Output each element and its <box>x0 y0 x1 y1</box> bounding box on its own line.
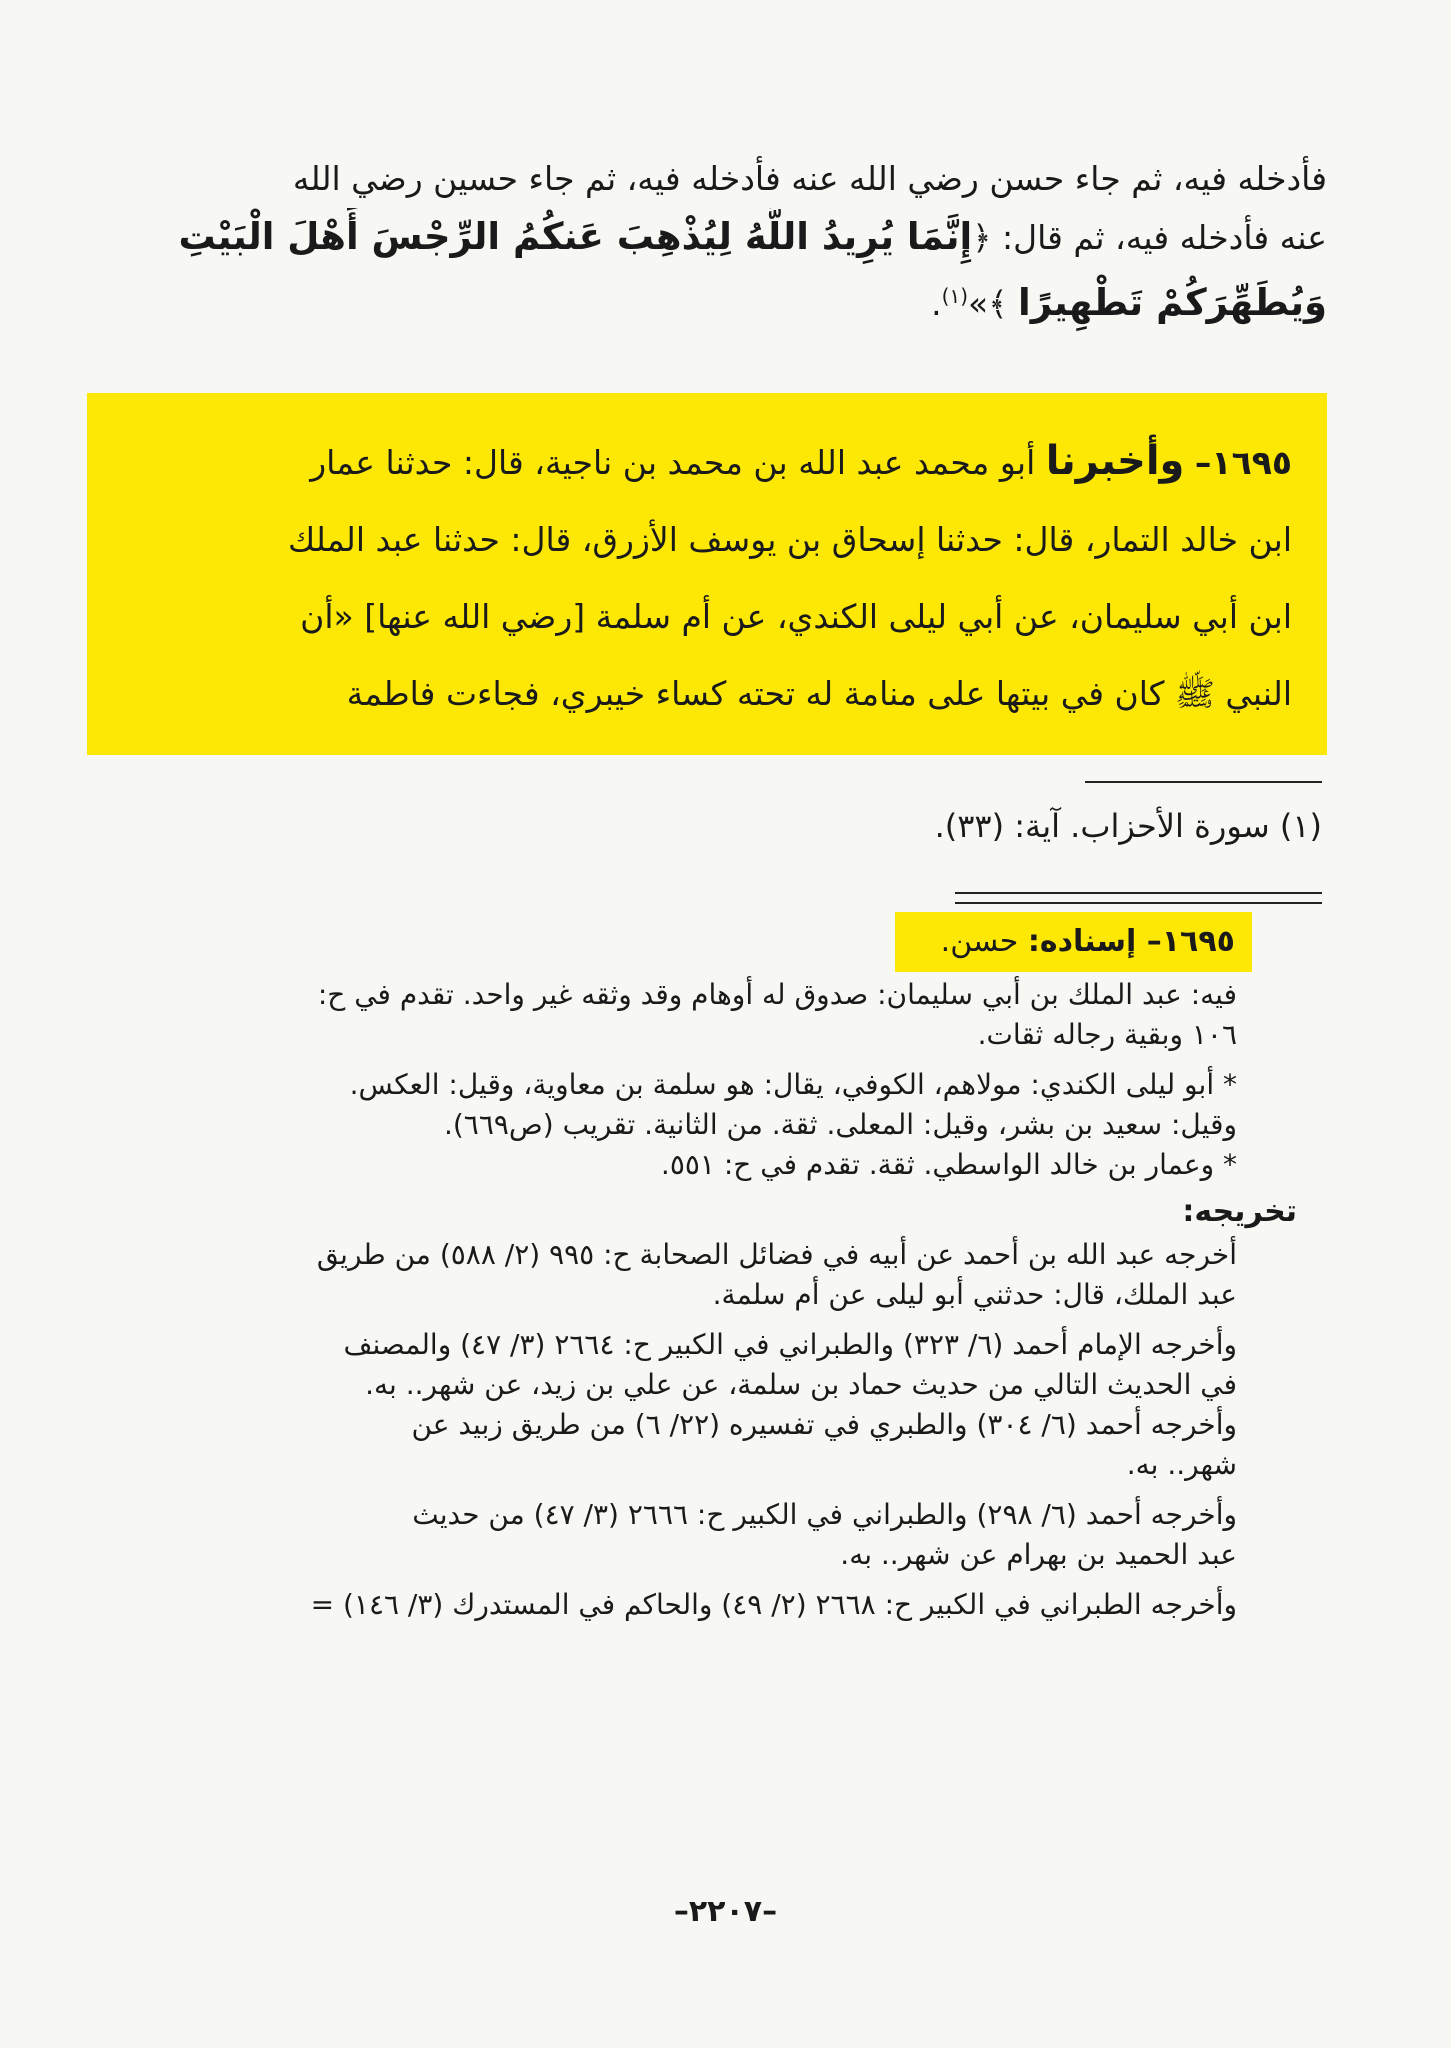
footnote-marker: (١) <box>941 284 968 308</box>
note-line: * وعمار بن خالد الواسطي. ثقة. تقدم في ح: ٥٥١. <box>660 1148 1237 1181</box>
commentary <box>132 975 1297 1625</box>
text-line: فأدخله فيه، ثم جاء حسن رضي الله عنه فأدخله فيه، ثم جاء حسين رضي الله <box>292 159 1327 198</box>
isnad-highlight <box>895 912 1252 972</box>
text-line <box>127 423 1292 501</box>
text-line <box>132 208 1327 267</box>
tahrij-line: وأخرجه أحمد (٦/ ٣٠٤) والطبري في تفسيره (٢٢/ ٦) من طريق زبيد عن <box>411 1408 1237 1441</box>
isnad-line <box>895 912 1235 972</box>
tahrij-heading: تخريجه: <box>1182 1194 1297 1229</box>
footnote-text: سورة الأحزاب. آية: (٣٣). <box>934 807 1270 845</box>
continuation-text <box>132 150 1327 333</box>
footnote-marker: (١) <box>1279 807 1322 845</box>
hadith-highlight <box>87 393 1327 755</box>
tahrij-line: وأخرجه الإمام أحمد (٦/ ٣٢٣) والطبراني في الكبير ح: ٢٦٦٤ (٣/ ٤٧) والمصنف <box>343 1328 1237 1361</box>
hadith-keyword: وأخبرنا <box>1045 438 1185 484</box>
footnote <box>700 800 1322 852</box>
quran-verse: إِنَّمَا يُرِيدُ اللَّهُ لِيُذْهِبَ عَنكُمُ الرِّجْسَ أَهْلَ الْبَيْتِ <box>178 215 973 258</box>
tahrij-line: وأخرجه الطبراني في الكبير ح: ٢٦٦٨ (٢/ ٤٩) والحاكم في المستدرك (٣/ ١٤٦) = <box>310 1588 1237 1621</box>
isnad-grade: حسن. <box>940 924 1019 959</box>
double-separator <box>955 892 1322 904</box>
tahrij-line: عبد الملك، قال: حدثني أبو ليلى عن أم سلمة. <box>712 1278 1237 1311</box>
tahrij-line: أخرجه عبد الله بن أحمد عن أبيه في فضائل الصحابة ح: ٩٩٥ (٢/ ٥٨٨) من طريق <box>316 1238 1237 1271</box>
page-number: –٢٢٠٧– <box>673 1894 778 1929</box>
text-segment: عنه فأدخله فيه، ثم قال: ﴿ <box>972 218 1327 257</box>
tahrij-line: عبد الحميد بن بهرام عن شهر.. به. <box>840 1538 1237 1571</box>
note-line: فيه: عبد الملك بن أبي سليمان: صدوق له أوهام وقد وثقه غير واحد. تقدم في ح: <box>317 978 1237 1011</box>
text-segment: . <box>931 284 942 323</box>
isnad-label: ١٦٩٥– إسناده: <box>1027 924 1235 959</box>
tahrij-line: وأخرجه أحمد (٦/ ٢٩٨) والطبراني في الكبير ح: ٢٦٦٦ (٣/ ٤٧) من حديث <box>412 1498 1237 1531</box>
note-line: ١٠٦ وبقية رجاله ثقات. <box>977 1018 1237 1051</box>
tahrij-line: شهر.. به. <box>1126 1448 1237 1481</box>
footnote-separator <box>1085 781 1322 783</box>
hadith-number: ١٦٩٥– <box>1194 443 1292 482</box>
quran-verse: وَيُطَهِّرَكُمْ تَطْهِيرًا <box>1018 281 1327 324</box>
text-segment: ﴾» <box>968 284 1008 323</box>
text-line: ابن خالد التمار، قال: حدثنا إسحاق بن يوسف الأزرق، قال: حدثنا عبد الملك <box>287 520 1292 559</box>
tahrij-line: في الحديث التالي من حديث حماد بن سلمة، عن علي بن زيد، عن شهر.. به. <box>365 1368 1237 1401</box>
note-line: * أبو ليلى الكندي: مولاهم، الكوفي، يقال: هو سلمة بن معاوية، وقيل: العكس. <box>349 1068 1237 1101</box>
text-line: النبي ﷺ كان في بيتها على منامة له تحته كساء خيبري، فجاءت فاطمة <box>346 674 1292 713</box>
hadith-text <box>127 423 1292 732</box>
note-line: وقيل: سعيد بن بشر، وقيل: المعلى. ثقة. من الثانية. تقريب (ص٦٦٩). <box>443 1108 1237 1141</box>
text-line: ابن أبي سليمان، عن أبي ليلى الكندي، عن أم سلمة [رضي الله عنها] «أن <box>300 597 1292 636</box>
text-segment: أبو محمد عبد الله بن محمد بن ناجية، قال: حدثنا عمار <box>310 443 1036 482</box>
text-line <box>132 267 1327 333</box>
